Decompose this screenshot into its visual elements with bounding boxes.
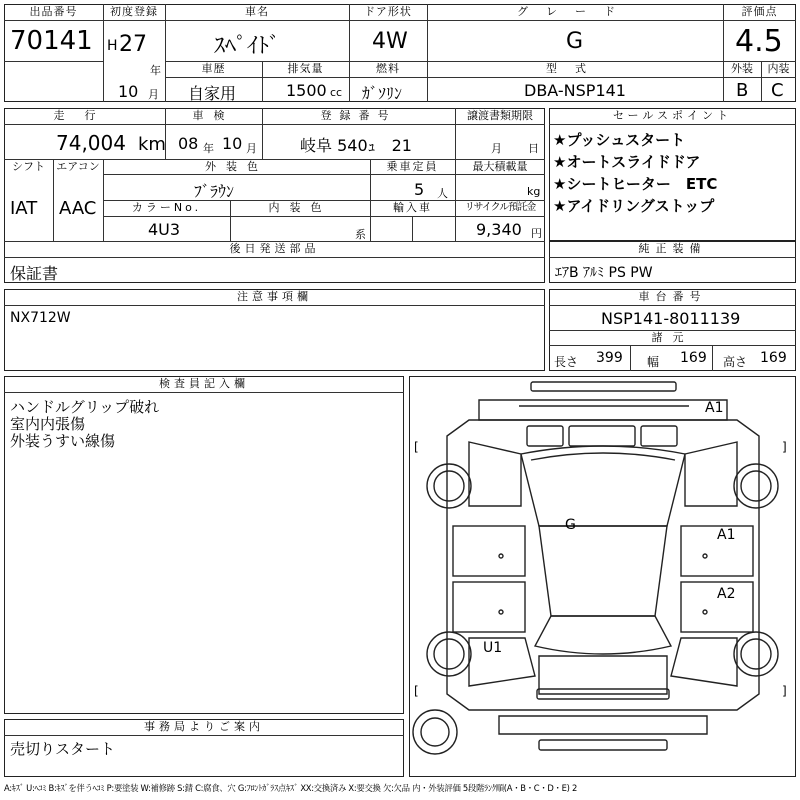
- recycle-unit: 円: [531, 227, 542, 240]
- import-label: 輸入車: [393, 201, 432, 214]
- car-name: ｽﾍﾟｲﾄﾞ: [214, 34, 281, 59]
- mark-right-front-door: A1: [717, 527, 736, 543]
- interior-label: 内装: [767, 62, 790, 75]
- displacement-label: 排気量: [287, 62, 324, 75]
- history-label: 車歴: [201, 62, 226, 75]
- first-reg-month-unit: 月: [148, 88, 159, 101]
- grade-value: G: [566, 29, 584, 54]
- bracket-left-rear: [: [414, 684, 419, 698]
- color-no-value: 4U3: [148, 220, 181, 239]
- first-reg-month: 10: [118, 82, 139, 101]
- parts-value: 保証書: [10, 264, 59, 283]
- lot-number: 70141: [10, 26, 93, 56]
- transfer-deadline-label: 譲渡書類期限: [467, 109, 533, 122]
- mileage-label: 走行: [53, 109, 116, 122]
- equipment-value: ｴｱB ｱﾙﾐ PS PW: [555, 265, 653, 281]
- equipment-label: 純正装備: [638, 242, 707, 255]
- chassis-label: 車台番号: [638, 290, 707, 303]
- first-reg-year-unit: 年: [150, 64, 161, 77]
- car-name-label: 車名: [245, 5, 269, 18]
- sales-point-1: ★プッシュスタート: [553, 131, 686, 149]
- grade-label: グレード: [517, 5, 633, 18]
- exterior-value: B: [736, 80, 749, 101]
- first-reg-era: H: [107, 38, 118, 54]
- plate-value: 岐阜 540ｭ 21: [300, 136, 412, 155]
- inspection-year-unit: 年: [203, 142, 214, 155]
- transfer-day-unit: 日: [528, 142, 539, 155]
- inspector-line-2: 室内内張傷: [10, 415, 86, 433]
- max-load-unit: kg: [527, 185, 541, 198]
- width-value: 169: [680, 350, 707, 366]
- mileage-value: 74,004: [56, 131, 126, 155]
- score-label: 評価点: [741, 5, 778, 18]
- interior-color-label: 内装色: [268, 201, 332, 214]
- transfer-month-unit: 月: [491, 142, 502, 155]
- bracket-left-front: [: [414, 440, 419, 454]
- aircon-value: AAC: [59, 198, 97, 219]
- recycle-label: リサイクル預託金: [464, 202, 536, 213]
- office-label: 事務局よりご案内: [144, 720, 264, 733]
- exterior-color-label: 外装色: [205, 160, 268, 173]
- capacity-label: 乗車定員: [386, 160, 439, 173]
- door-value: 4W: [372, 29, 408, 54]
- length-label: 長さ: [554, 355, 579, 369]
- legend-text: A:ｷｽﾞ U:ﾍｺﾐ B:ｷｽﾞを伴うﾍｺﾐ P:要塗装 W:補修跡 S:錆 C:腐食、穴 G:ﾌﾛﾝﾄｶﾞﾗｽ点ｷｽﾞ XX:交換済み X:要交換 欠:欠品 内・外装評価 5段階ﾗﾝｸ順(A・B・C・D・E) 2: [4, 783, 577, 793]
- shift-label: シフト: [12, 160, 45, 173]
- inspection-year: 08: [178, 134, 199, 153]
- color-no-label: カラーNo.: [131, 201, 202, 214]
- chassis-value: NSP141-8011139: [601, 309, 741, 328]
- mark-roof: G: [565, 517, 576, 533]
- displacement-unit: cc: [330, 86, 343, 99]
- length-value: 399: [596, 350, 623, 366]
- bracket-right-front: ]: [782, 440, 787, 454]
- inspector-label: 検査員記入欄: [159, 377, 249, 390]
- height-value: 169: [760, 350, 787, 366]
- shift-value: IAT: [10, 198, 38, 219]
- sales-point-2: ★オートスライドドア: [553, 153, 701, 171]
- sales-point-4: ★アイドリングストップ: [553, 197, 715, 215]
- interior-color-unit: 系: [355, 228, 366, 241]
- max-load-label: 最大積載量: [472, 160, 528, 173]
- bracket-right-rear: ]: [782, 684, 787, 698]
- notes-label: 注意事項欄: [237, 290, 312, 303]
- exterior-label: 外装: [731, 62, 753, 75]
- width-label: 幅: [647, 355, 660, 369]
- history-value: 自家用: [188, 84, 237, 103]
- inspector-line-3: 外装うすい線傷: [10, 432, 116, 450]
- mileage-unit: km: [138, 134, 166, 155]
- capacity-unit: 人: [437, 187, 448, 200]
- model-value: DBA-NSP141: [524, 81, 626, 100]
- model-label: 型式: [546, 62, 604, 75]
- sales-point-3: ★シートヒーター ETC: [553, 175, 718, 193]
- fuel-value: ｶﾞｿﾘﾝ: [362, 84, 403, 103]
- parts-label: 後日発送部品: [229, 242, 320, 255]
- aircon-label: エアコン: [56, 160, 100, 173]
- capacity-value: 5: [414, 180, 425, 199]
- inspection-month: 10: [222, 134, 243, 153]
- plate-label: 登録番号: [320, 109, 397, 122]
- score-value: 4.5: [735, 24, 783, 59]
- mark-front-bumper: A1: [705, 400, 724, 416]
- recycle-value: 9,340: [476, 220, 522, 239]
- inspection-label: 車検: [192, 109, 235, 122]
- exterior-color-value: ﾌﾞﾗｳﾝ: [194, 182, 235, 201]
- dims-label: 諸元: [651, 331, 694, 344]
- inspection-month-unit: 月: [246, 142, 257, 155]
- displacement-value: 1500: [286, 81, 327, 100]
- first-reg-label: 初度登録: [110, 5, 158, 18]
- mark-left-rear-fender: U1: [483, 640, 503, 656]
- mark-right-rear-door: A2: [717, 586, 736, 602]
- interior-value: C: [771, 80, 784, 101]
- lot-label: 出品番号: [29, 5, 78, 18]
- inspector-line-1: ハンドルグリップ破れ: [10, 398, 160, 416]
- first-reg-year: 27: [119, 32, 147, 57]
- notes-value: NX712W: [10, 310, 71, 326]
- height-label: 高さ: [723, 355, 748, 369]
- office-value: 売切りスタート: [10, 740, 116, 758]
- fuel-label: 燃料: [376, 62, 400, 75]
- sales-point-label: セールスポイント: [612, 109, 732, 122]
- door-label: ドア形状: [364, 5, 412, 18]
- car-diagram: [409, 376, 796, 777]
